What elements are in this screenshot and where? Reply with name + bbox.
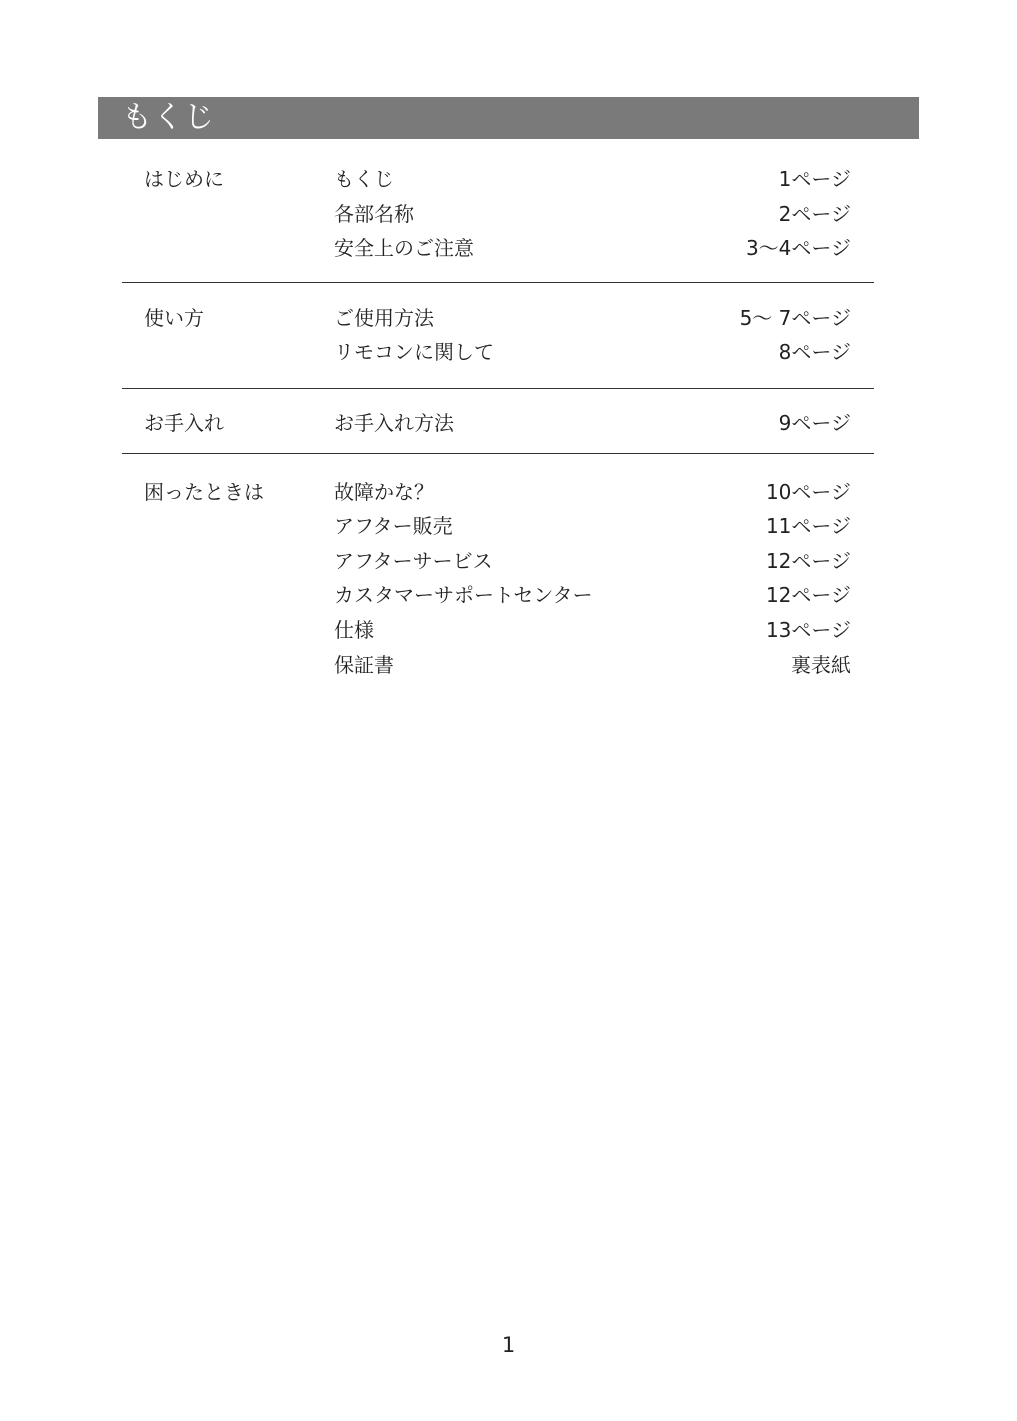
table-of-contents xyxy=(122,162,874,682)
entry-page: 10ページ xyxy=(765,479,851,504)
entry-page: 9ページ xyxy=(778,410,851,435)
entry-page: 2ページ xyxy=(778,201,851,226)
toc-section-introduction xyxy=(122,162,874,282)
entry-title: アフター販売 xyxy=(334,514,453,539)
section-entries xyxy=(334,301,851,370)
entry-title: 保証書 xyxy=(334,652,394,677)
entry-title: もくじ xyxy=(334,167,394,191)
toc-entry[interactable] xyxy=(334,544,851,579)
entry-title: お手入れ方法 xyxy=(334,410,454,435)
toc-entry[interactable] xyxy=(334,162,851,197)
section-entries xyxy=(334,475,851,683)
toc-section-troubleshooting xyxy=(122,475,874,683)
entry-title: 故障かな？ xyxy=(334,479,434,504)
toc-entry[interactable] xyxy=(334,509,851,544)
entry-page: 12ページ xyxy=(765,548,851,573)
entry-page: 8ページ xyxy=(778,340,851,365)
toc-title-bar xyxy=(98,97,919,139)
section-label: お手入れ xyxy=(144,410,224,435)
page-title: もくじ xyxy=(122,100,215,135)
toc-entry[interactable] xyxy=(334,197,851,232)
toc-entry[interactable] xyxy=(334,335,851,370)
toc-entry[interactable] xyxy=(334,475,851,510)
section-label: はじめに xyxy=(144,167,224,191)
toc-entry[interactable] xyxy=(334,301,851,336)
section-label: 使い方 xyxy=(144,305,204,330)
section-entries xyxy=(334,162,851,266)
entry-page: 12ページ xyxy=(765,583,851,608)
toc-entry[interactable] xyxy=(334,231,851,266)
toc-entry[interactable] xyxy=(334,406,851,441)
entry-title: ご使用方法 xyxy=(334,305,434,330)
entry-title: 安全上のご注意 xyxy=(334,236,474,261)
entry-page: 5〜 7ページ xyxy=(739,305,851,330)
section-divider xyxy=(122,282,874,283)
toc-section-usage xyxy=(122,301,874,388)
toc-section-maintenance xyxy=(122,406,874,453)
entry-page: 1ページ xyxy=(778,167,851,191)
entry-title: アフターサービス xyxy=(334,548,493,573)
entry-page: 3〜4ページ xyxy=(745,236,851,261)
section-label: 困ったときは xyxy=(144,479,264,504)
entry-page: 裏表紙 xyxy=(791,652,851,677)
entry-title: リモコンに関して xyxy=(334,340,494,365)
section-entries xyxy=(334,406,851,441)
section-divider xyxy=(122,388,874,389)
entry-title: 各部名称 xyxy=(334,201,414,226)
entry-page: 11ページ xyxy=(765,514,851,539)
entry-title: 仕様 xyxy=(334,617,374,642)
page-number: 1 xyxy=(501,1333,516,1357)
entry-title: カスタマーサポートセンター xyxy=(334,583,593,608)
toc-entry[interactable] xyxy=(334,648,851,683)
entry-page: 13ページ xyxy=(765,617,851,642)
toc-entry[interactable] xyxy=(334,613,851,648)
section-divider xyxy=(122,453,874,454)
toc-entry[interactable] xyxy=(334,578,851,613)
